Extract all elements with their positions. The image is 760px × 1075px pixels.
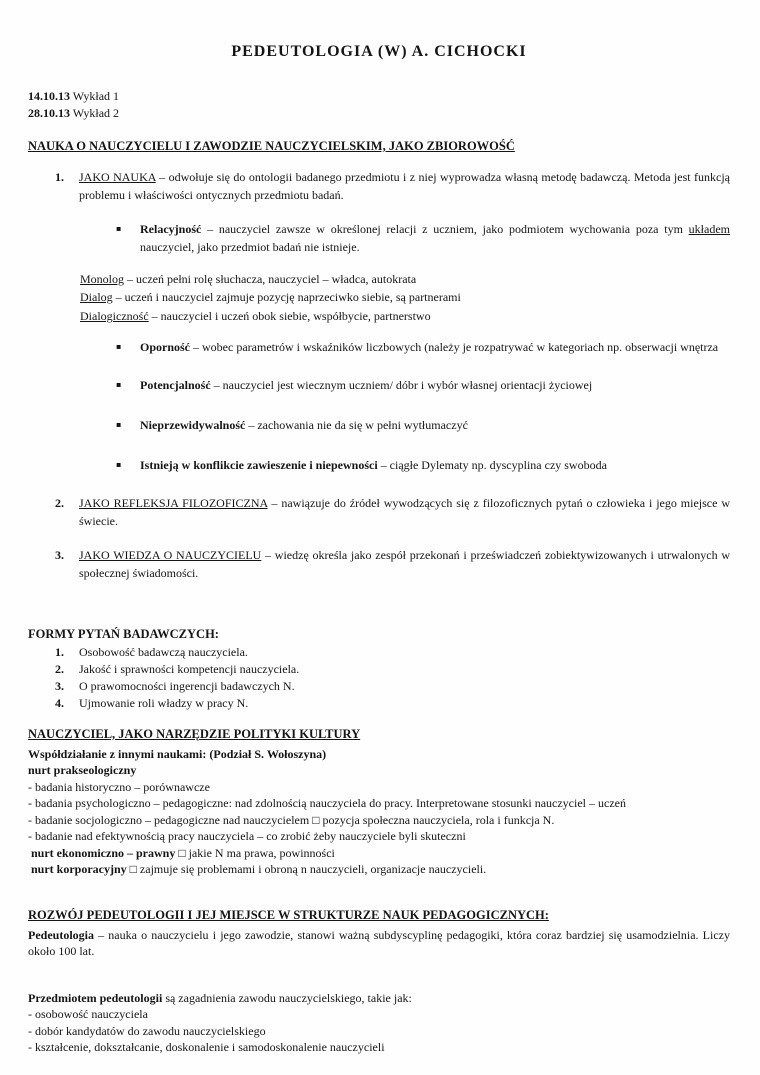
lecture-date: 28.10.13 bbox=[28, 106, 70, 121]
przedmiot-lead: Przedmiotem pedeutologii bbox=[28, 990, 163, 1005]
subheading-wspoldzialanie: Współdziałanie z innymi naukami: (Podział S. Wołoszyna) bbox=[28, 746, 327, 761]
przedmiot-item: - osobowość nauczyciela bbox=[28, 1007, 148, 1022]
section-narzedzie bbox=[28, 725, 730, 878]
page-title: PEDEUTOLOGIA (W) A. CICHOCKI bbox=[231, 43, 527, 60]
lecture-name: Wykład 2 bbox=[70, 106, 120, 121]
section-heading-nauka: NAUKA O NAUCZYCIELU I ZAWODZIE NAUCZYCIELSKIM, JAKO ZBIOROWOŚĆ bbox=[28, 138, 515, 153]
nurt-ekonomiczno-label: nurt ekonomiczno – prawny bbox=[31, 845, 176, 860]
bullet-text: – zachowania nie da się w pełni wytłumaczyć bbox=[245, 418, 468, 433]
bullet-text: – nauczyciel jest wiecznym uczniem/ dóbr i wybór własnej orientacji życiowej bbox=[210, 378, 593, 393]
formy-list bbox=[28, 644, 730, 712]
definition-line bbox=[80, 270, 730, 289]
definition-line bbox=[80, 288, 730, 307]
numbered-item-2 bbox=[28, 494, 730, 530]
przedmiot-text: są zagadnienia zawodu nauczycielskiego, takie jak: bbox=[162, 990, 412, 1005]
formy-row bbox=[28, 678, 730, 695]
section-heading-rozwoj: ROZWÓJ PEDEUTOLOGII I JEJ MIEJSCE W STRUKTURZE NAUK PEDAGOGICZNYCH: bbox=[28, 907, 549, 922]
item-lead: JAKO WIEDZA O NAUCZYCIELU bbox=[79, 548, 262, 563]
formy-text: Ujmowanie roli władzy w pracy N. bbox=[79, 695, 249, 710]
bullet-text: – wobec parametrów i wskaźników liczbowych (należy je rozpatrywać w kategoriach np. obserwacji wnętrza bbox=[190, 340, 719, 355]
definition-text: – uczeń i nauczyciel zajmuje pozycję naprzeciwko siebie, są partnerami bbox=[112, 290, 461, 305]
item-body bbox=[79, 168, 730, 204]
formy-row bbox=[28, 644, 730, 661]
bullet-icon: ▪ bbox=[116, 223, 122, 233]
nurt-korporacyjny-label: nurt korporacyjny bbox=[31, 862, 127, 877]
research-line: - badania psychologiczno – pedagogiczne: nad zdolnością nauczyciela do pracy. Interpretowane stosunki nauczyciel – uczeń bbox=[28, 796, 626, 811]
nurt-korporacyjny-text: □ zajmuje się problemami i obroną n nauczycieli, organizacje nauczycieli. bbox=[126, 862, 487, 877]
bullet-term: Relacyjność bbox=[140, 221, 202, 236]
item-text: – wiedzę określa jako zespół przekonań i przeświadczeń zobiektywizowanych i utrwalonych w społecznej świadomości. bbox=[79, 548, 731, 581]
bullet-icon: ▪ bbox=[116, 380, 122, 390]
bullet-term: Potencjalność bbox=[140, 378, 211, 393]
definition-term: Monolog bbox=[80, 271, 125, 286]
lecture-dates bbox=[28, 88, 730, 123]
przedmiot-item: - kształcenie, dokształcanie, doskonalenie i samodoskonalenie nauczycieli bbox=[28, 1040, 385, 1055]
research-line: - badanie nad efektywnością pracy nauczyciela – co zrobić żeby nauczyciele byli skuteczni bbox=[28, 829, 466, 844]
section-rozwoj bbox=[28, 906, 730, 1056]
item-number: 2. bbox=[55, 496, 64, 511]
definition-list bbox=[80, 270, 730, 327]
section-heading-narzedzie: NAUCZYCIEL, JAKO NARZĘDZIE POLITYKI KULTURY bbox=[28, 726, 361, 741]
bullet-icon: ▪ bbox=[116, 342, 122, 352]
numbered-item-3 bbox=[28, 546, 730, 582]
pedeutologia-lead: Pedeutologia bbox=[28, 927, 94, 942]
bullet-body bbox=[140, 456, 730, 474]
bullet-relacyjnosc bbox=[116, 220, 730, 256]
bullet-text: – ciągłe Dylematy np. dyscyplina czy swoboda bbox=[377, 458, 607, 473]
bullet-body bbox=[140, 416, 730, 434]
bullet-nieprzewidywalnosc bbox=[116, 416, 730, 434]
item-text: – nawiązuje do źródeł wywodzących się z filozoficznych pytań o człowieka i jego miejsce w świecie. bbox=[79, 496, 731, 529]
bullet-text: nauczyciel, jako przedmiot badań nie istnieje. bbox=[140, 239, 360, 254]
bullet-body bbox=[140, 338, 730, 356]
pedeutologia-paragraph bbox=[28, 927, 730, 960]
bullet-term: Istnieją w konflikcie zawieszenie i niepewności bbox=[140, 458, 378, 473]
formy-text: Jakość i sprawności kompetencji nauczyciela. bbox=[79, 661, 300, 676]
bullet-opornosc bbox=[116, 338, 730, 356]
lecture-name: Wykład 1 bbox=[70, 89, 120, 103]
bullet-underlined-word: układem bbox=[688, 221, 730, 236]
formy-text: O prawomocności ingerencji badawczych N. bbox=[79, 678, 295, 693]
item-text: – odwołuje się do ontologii badanego przedmiotu i z niej wyprowadza własną metodę badawczą. Metoda jest funkcją problemu i właściwości ontycznych przedmiotu badań. bbox=[79, 169, 730, 202]
definition-term: Dialogiczność bbox=[80, 309, 149, 324]
bullet-text: – nauczyciel zawsze w określonej relacji z uczniem, jako podmiotem wychowania poza tym bbox=[201, 221, 689, 236]
przedmiot-paragraph bbox=[28, 990, 730, 1007]
definition-text: – uczeń pełni rolę słuchacza, nauczyciel – władca, autokrata bbox=[124, 271, 417, 286]
bullet-term: Oporność bbox=[140, 340, 191, 355]
item-body bbox=[79, 494, 730, 530]
definition-line bbox=[80, 307, 730, 326]
numbered-item-1 bbox=[28, 168, 730, 204]
bullet-potencjalnosc bbox=[116, 376, 730, 394]
item-number: 3. bbox=[55, 548, 64, 563]
item-number: 4. bbox=[55, 695, 64, 710]
nurt-ekonomiczno-text: □ jakie N ma prawa, powinności bbox=[175, 845, 335, 860]
research-line: - badanie socjologiczno – pedagogiczne nad nauczycielem □ pozycja społeczna nauczyciela, rola i funkcja N. bbox=[28, 812, 555, 827]
item-body bbox=[79, 546, 730, 582]
item-number: 2. bbox=[55, 661, 64, 676]
pedeutologia-text: – nauka o nauczycielu i jego zawodzie, stanowi ważną subdyscyplinę pedagogiki, która coraz bardziej się usamodzielnia. Liczy około 100 lat. bbox=[28, 927, 730, 959]
spacer bbox=[28, 610, 730, 626]
section-heading-formy: FORMY PYTAŃ BADAWCZYCH: bbox=[28, 627, 219, 642]
bullet-icon: ▪ bbox=[116, 420, 122, 430]
spacer bbox=[28, 974, 730, 990]
research-line: - badania historyczno – porównawcze bbox=[28, 779, 210, 794]
bullet-istnieja bbox=[116, 456, 730, 474]
item-lead: JAKO REFLEKSJA FILOZOFICZNA bbox=[79, 496, 268, 511]
item-lead: JAKO NAUKA bbox=[79, 169, 156, 184]
item-number: 1. bbox=[55, 169, 64, 184]
bullet-body bbox=[140, 220, 730, 256]
lecture-line bbox=[28, 105, 730, 122]
formy-row bbox=[28, 661, 730, 678]
bullet-body bbox=[140, 376, 730, 394]
formy-row bbox=[28, 695, 730, 712]
item-number: 3. bbox=[55, 678, 64, 693]
definition-text: – nauczyciel i uczeń obok siebie, współbycie, partnerstwo bbox=[148, 309, 431, 324]
formy-text: Osobowość badawczą nauczyciela. bbox=[79, 644, 248, 659]
nurt-ekonomiczno-line bbox=[31, 845, 730, 862]
lecture-date: 14.10.13 bbox=[28, 89, 70, 103]
item-number: 1. bbox=[55, 644, 64, 659]
nurt-korporacyjny-line bbox=[31, 861, 730, 878]
przedmiot-item: - dobór kandydatów do zawodu nauczycielskiego bbox=[28, 1023, 266, 1038]
nurt-prakseologiczny-label: nurt prakseologiczny bbox=[28, 763, 137, 778]
bullet-term: Nieprzewidywalność bbox=[140, 418, 246, 433]
bullet-icon: ▪ bbox=[116, 460, 122, 470]
definition-term: Dialog bbox=[80, 290, 113, 305]
lecture-line bbox=[28, 88, 730, 105]
